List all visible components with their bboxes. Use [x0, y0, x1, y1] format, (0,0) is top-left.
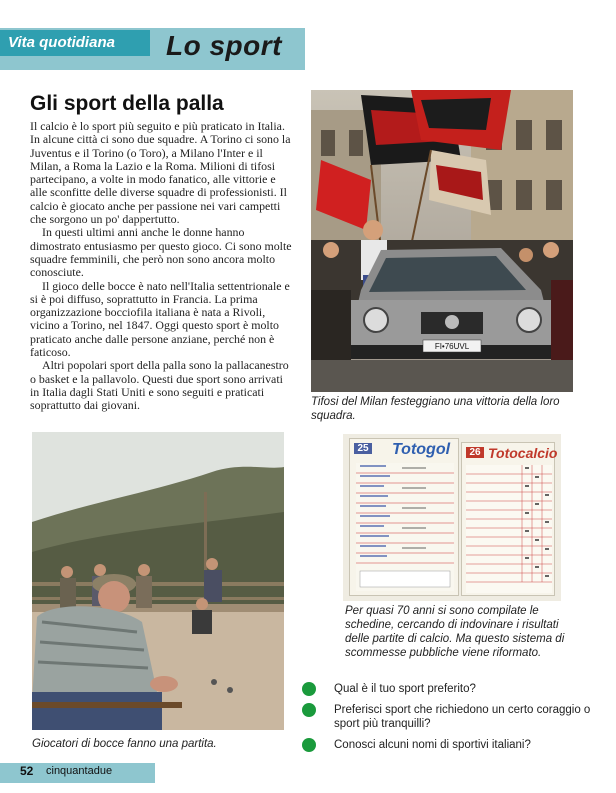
totogol-ticket: [349, 438, 459, 596]
section-tag: Vita quotidiana: [0, 30, 150, 56]
ticket-number: 26: [466, 447, 484, 458]
betting-tickets-photo: [343, 434, 561, 601]
article-paragraph: In questi ultimi anni anche le donne hanno dimostrato entusiasmo per questo gioco. Ci sono molte squadre femminili, che però non sono ancora molto conosciute.: [30, 225, 292, 280]
article-paragraph: Il gioco delle bocce è nato nell'Italia settentrionale e si è poi diffuso, soprattutto in Francia. La prima organizzazione bocciofila italiana è nata a Rivoli, vicino a Torino, nel 1847. Oggi questo sport è molto praticato anche dalle persone anziane, perché non è faticoso.: [30, 278, 290, 360]
green-bullet-icon: [302, 703, 316, 717]
question-item: [302, 682, 602, 696]
totocalcio-grid: [466, 465, 552, 593]
article-body: [30, 120, 292, 413]
green-bullet-icon: [302, 738, 316, 752]
question-text: Conosci alcuni nomi di sportivi italiani?: [334, 739, 531, 751]
page-number-words: cinquantadue: [46, 765, 113, 777]
chapter-title: Lo sport: [166, 30, 282, 61]
totocalcio-grid-lines: [466, 465, 552, 593]
bocce-illustration: [32, 432, 284, 730]
question-text: Qual è il tuo sport preferito?: [334, 683, 476, 695]
totocalcio-ticket: [461, 442, 558, 596]
article-title: Gli sport della palla: [30, 92, 224, 115]
article-paragraph: Il calcio è lo sport più seguito e più praticato in Italia. In alcune città ci sono due squadre. A Torino ci sono la Juventus e il Torino (o Toro), a Milano l'Inter e il Milan, a Roma la Lazio e la Roma. Milioni di tifosi partecipano, a volte in modo fanatico, alle vittorie e alle sconfitte delle diverse squadre di professionisti. Il calcio è giocato anche per passione nei vari campetti che sorgono un po' dappertutto.: [30, 119, 291, 227]
question-text: Preferisci sport che richiedono un certo coraggio o sport più tranquilli?: [334, 704, 591, 730]
discussion-questions: [302, 682, 602, 759]
bocce-photo: [32, 432, 284, 730]
totogol-logo: Totogol: [392, 441, 451, 458]
ticket-number: 25: [354, 443, 372, 454]
bocce-caption: Giocatori di bocce fanno una partita.: [32, 738, 217, 750]
article-paragraph: Altri popolari sport della palla sono la pallacanestro o basket e la pallavolo. Questi due sport sono arrivati in Italia dagli Stati Uniti e sono seguiti e praticati soprattutto dai giovani.: [30, 358, 289, 413]
question-item: [302, 738, 602, 752]
totogol-grid: [356, 463, 454, 591]
page-number: 52: [20, 764, 34, 778]
milan-fans-photo: [311, 90, 573, 392]
tickets-caption: Per quasi 70 anni si sono compilate le schedine, cercando di indovinare i risultati delle partite di calcio. Ma questo sistema di scommesse pubbliche viene riformato.: [345, 605, 565, 659]
green-bullet-icon: [302, 682, 316, 696]
totocalcio-logo: Totocalcio: [488, 445, 558, 461]
question-item: [302, 703, 602, 731]
car-plate: FI•76UVL: [434, 342, 470, 351]
milan-caption: Tifosi del Milan festeggiano una vittoria della loro squadra.: [311, 396, 560, 422]
milan-fans-illustration: [311, 90, 573, 392]
